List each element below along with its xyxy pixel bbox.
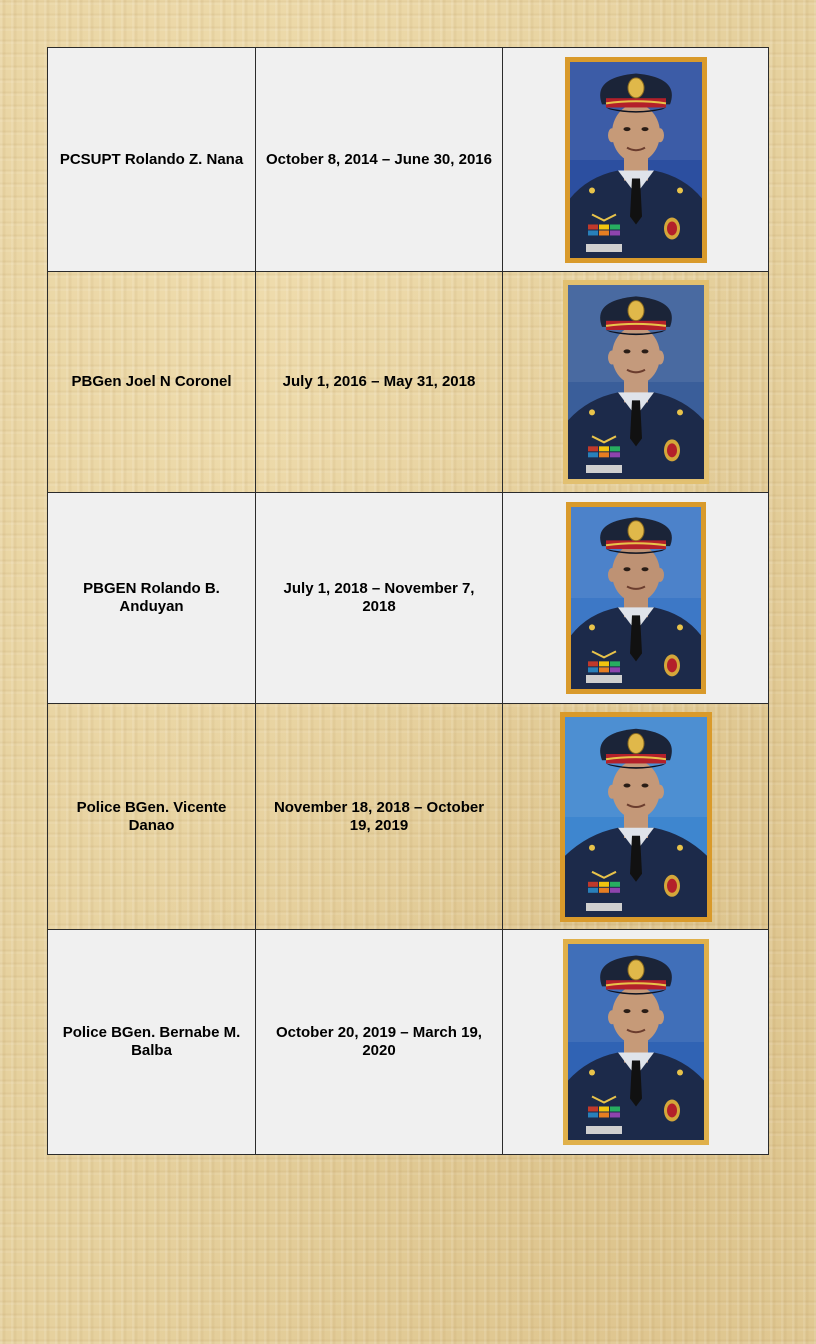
ear-right (656, 128, 664, 142)
badge-center (667, 443, 677, 457)
rank-star-right (677, 187, 683, 193)
nameplate-bar (586, 465, 622, 473)
ribbon-bar (588, 887, 598, 892)
table-row (48, 704, 769, 930)
ribbon-bar (610, 452, 620, 457)
term-dates: November 18, 2018 – October 19, 2019 (273, 798, 485, 834)
name-cell (48, 493, 256, 704)
term-cell (256, 930, 503, 1155)
face (612, 986, 660, 1044)
ribbon-bar (610, 661, 620, 666)
ear-left (608, 351, 616, 365)
ribbon-bar (588, 667, 598, 672)
table-row (48, 272, 769, 493)
eye-left (623, 783, 630, 787)
ribbon-bar (610, 667, 620, 672)
eye-left (623, 1009, 630, 1013)
face (612, 326, 660, 384)
ear-right (656, 784, 664, 798)
necktie (630, 615, 642, 661)
portrait-cell (503, 704, 769, 930)
eye-right (641, 349, 648, 353)
ribbon-bar (588, 1112, 598, 1117)
ribbon-bar (599, 452, 609, 457)
term-dates: July 1, 2016 – May 31, 2018 (282, 373, 476, 390)
ear-left (608, 1010, 616, 1024)
eye-left (623, 567, 630, 571)
eye-left (623, 349, 630, 353)
table-row (48, 930, 769, 1155)
ribbon-bar (599, 667, 609, 672)
ear-right (656, 351, 664, 365)
ribbon-bar (610, 230, 620, 235)
ribbon-bar (588, 452, 598, 457)
portrait-cell (503, 48, 769, 272)
ear-left (608, 128, 616, 142)
term-cell (256, 272, 503, 493)
rank-star-right (677, 844, 683, 850)
ear-right (656, 568, 664, 582)
eye-left (623, 127, 630, 131)
ribbon-bar (610, 887, 620, 892)
nameplate (586, 903, 622, 911)
name-cell (48, 930, 256, 1155)
nameplate-bar (586, 244, 622, 252)
ribbon-bar (588, 661, 598, 666)
officer-portrait-icon (563, 280, 709, 484)
rank-star-left (589, 409, 595, 415)
officer-portrait-icon (566, 502, 706, 694)
name-cell (48, 48, 256, 272)
officer-name: Police BGen. Vicente Danao (76, 798, 227, 834)
rank-star-left (589, 1069, 595, 1075)
ear-right (656, 1010, 664, 1024)
ribbon-bar (588, 446, 598, 451)
name-cell (48, 704, 256, 930)
ribbon-bar (599, 230, 609, 235)
cap-badge (628, 301, 644, 321)
ribbon-bar (599, 887, 609, 892)
ribbon-bar (599, 881, 609, 886)
term-dates: October 20, 2019 – March 19, 2020 (276, 1024, 482, 1059)
ribbon-bar (599, 224, 609, 229)
cap-badge (628, 77, 644, 97)
officer-name: PBGEN Rolando B. Anduyan (83, 580, 220, 615)
necktie (630, 400, 642, 446)
term-cell (256, 704, 503, 930)
officer-name: PBGen Joel N Coronel (71, 373, 232, 390)
rank-star-left (589, 624, 595, 630)
eye-right (641, 567, 648, 571)
portrait-cell (503, 272, 769, 493)
rank-star-right (677, 409, 683, 415)
table-row (48, 493, 769, 704)
officer-portrait-icon (565, 57, 707, 263)
badge-center (667, 1103, 677, 1117)
officer-name: PCSUPT Rolando Z. Nana (59, 150, 244, 168)
badge-center (667, 658, 677, 672)
ribbon-bar (610, 446, 620, 451)
necktie (630, 1060, 642, 1106)
necktie (630, 835, 642, 881)
eye-right (641, 783, 648, 787)
nameplate-bar (586, 675, 622, 683)
cap-badge (628, 733, 644, 753)
nameplate-bar (586, 1126, 622, 1134)
ribbon-bar (599, 1112, 609, 1117)
face (612, 760, 660, 818)
ear-left (608, 568, 616, 582)
ribbon-bar (588, 230, 598, 235)
badge-center (667, 221, 677, 235)
officer-portrait-icon (563, 939, 709, 1145)
nameplate (586, 675, 622, 683)
rank-star-left (589, 844, 595, 850)
eye-right (641, 1009, 648, 1013)
portrait-cell (503, 930, 769, 1155)
eye-right (641, 127, 648, 131)
ribbon-bar (610, 881, 620, 886)
ribbon-bar (599, 1106, 609, 1111)
ribbon-bar (588, 881, 598, 886)
ribbon-bar (588, 1106, 598, 1111)
ribbon-bar (599, 661, 609, 666)
ribbon-bar (610, 1112, 620, 1117)
ribbon-bar (610, 1106, 620, 1111)
ribbon-bar (599, 446, 609, 451)
rank-star-left (589, 187, 595, 193)
table-row (48, 48, 769, 272)
term-cell (256, 493, 503, 704)
face (612, 104, 660, 162)
ribbon-bar (588, 224, 598, 229)
portrait-cell (503, 493, 769, 704)
directors-table (47, 47, 769, 1155)
term-cell (256, 48, 503, 272)
cap-badge (628, 521, 644, 541)
rank-star-right (677, 1069, 683, 1075)
term-dates: October 8, 2014 – June 30, 2016 (266, 150, 492, 168)
ribbon-bar (610, 224, 620, 229)
nameplate (586, 465, 622, 473)
officer-name: Police BGen. Bernabe M. Balba (62, 1024, 241, 1059)
necktie (630, 178, 642, 224)
name-cell (48, 272, 256, 493)
cap-badge (628, 960, 644, 980)
rank-star-right (677, 624, 683, 630)
ear-left (608, 784, 616, 798)
nameplate (586, 244, 622, 252)
nameplate (586, 1126, 622, 1134)
term-dates: July 1, 2018 – November 7, 2018 (283, 580, 475, 615)
nameplate-bar (586, 903, 622, 911)
badge-center (667, 878, 677, 892)
officer-portrait-icon (560, 712, 712, 922)
